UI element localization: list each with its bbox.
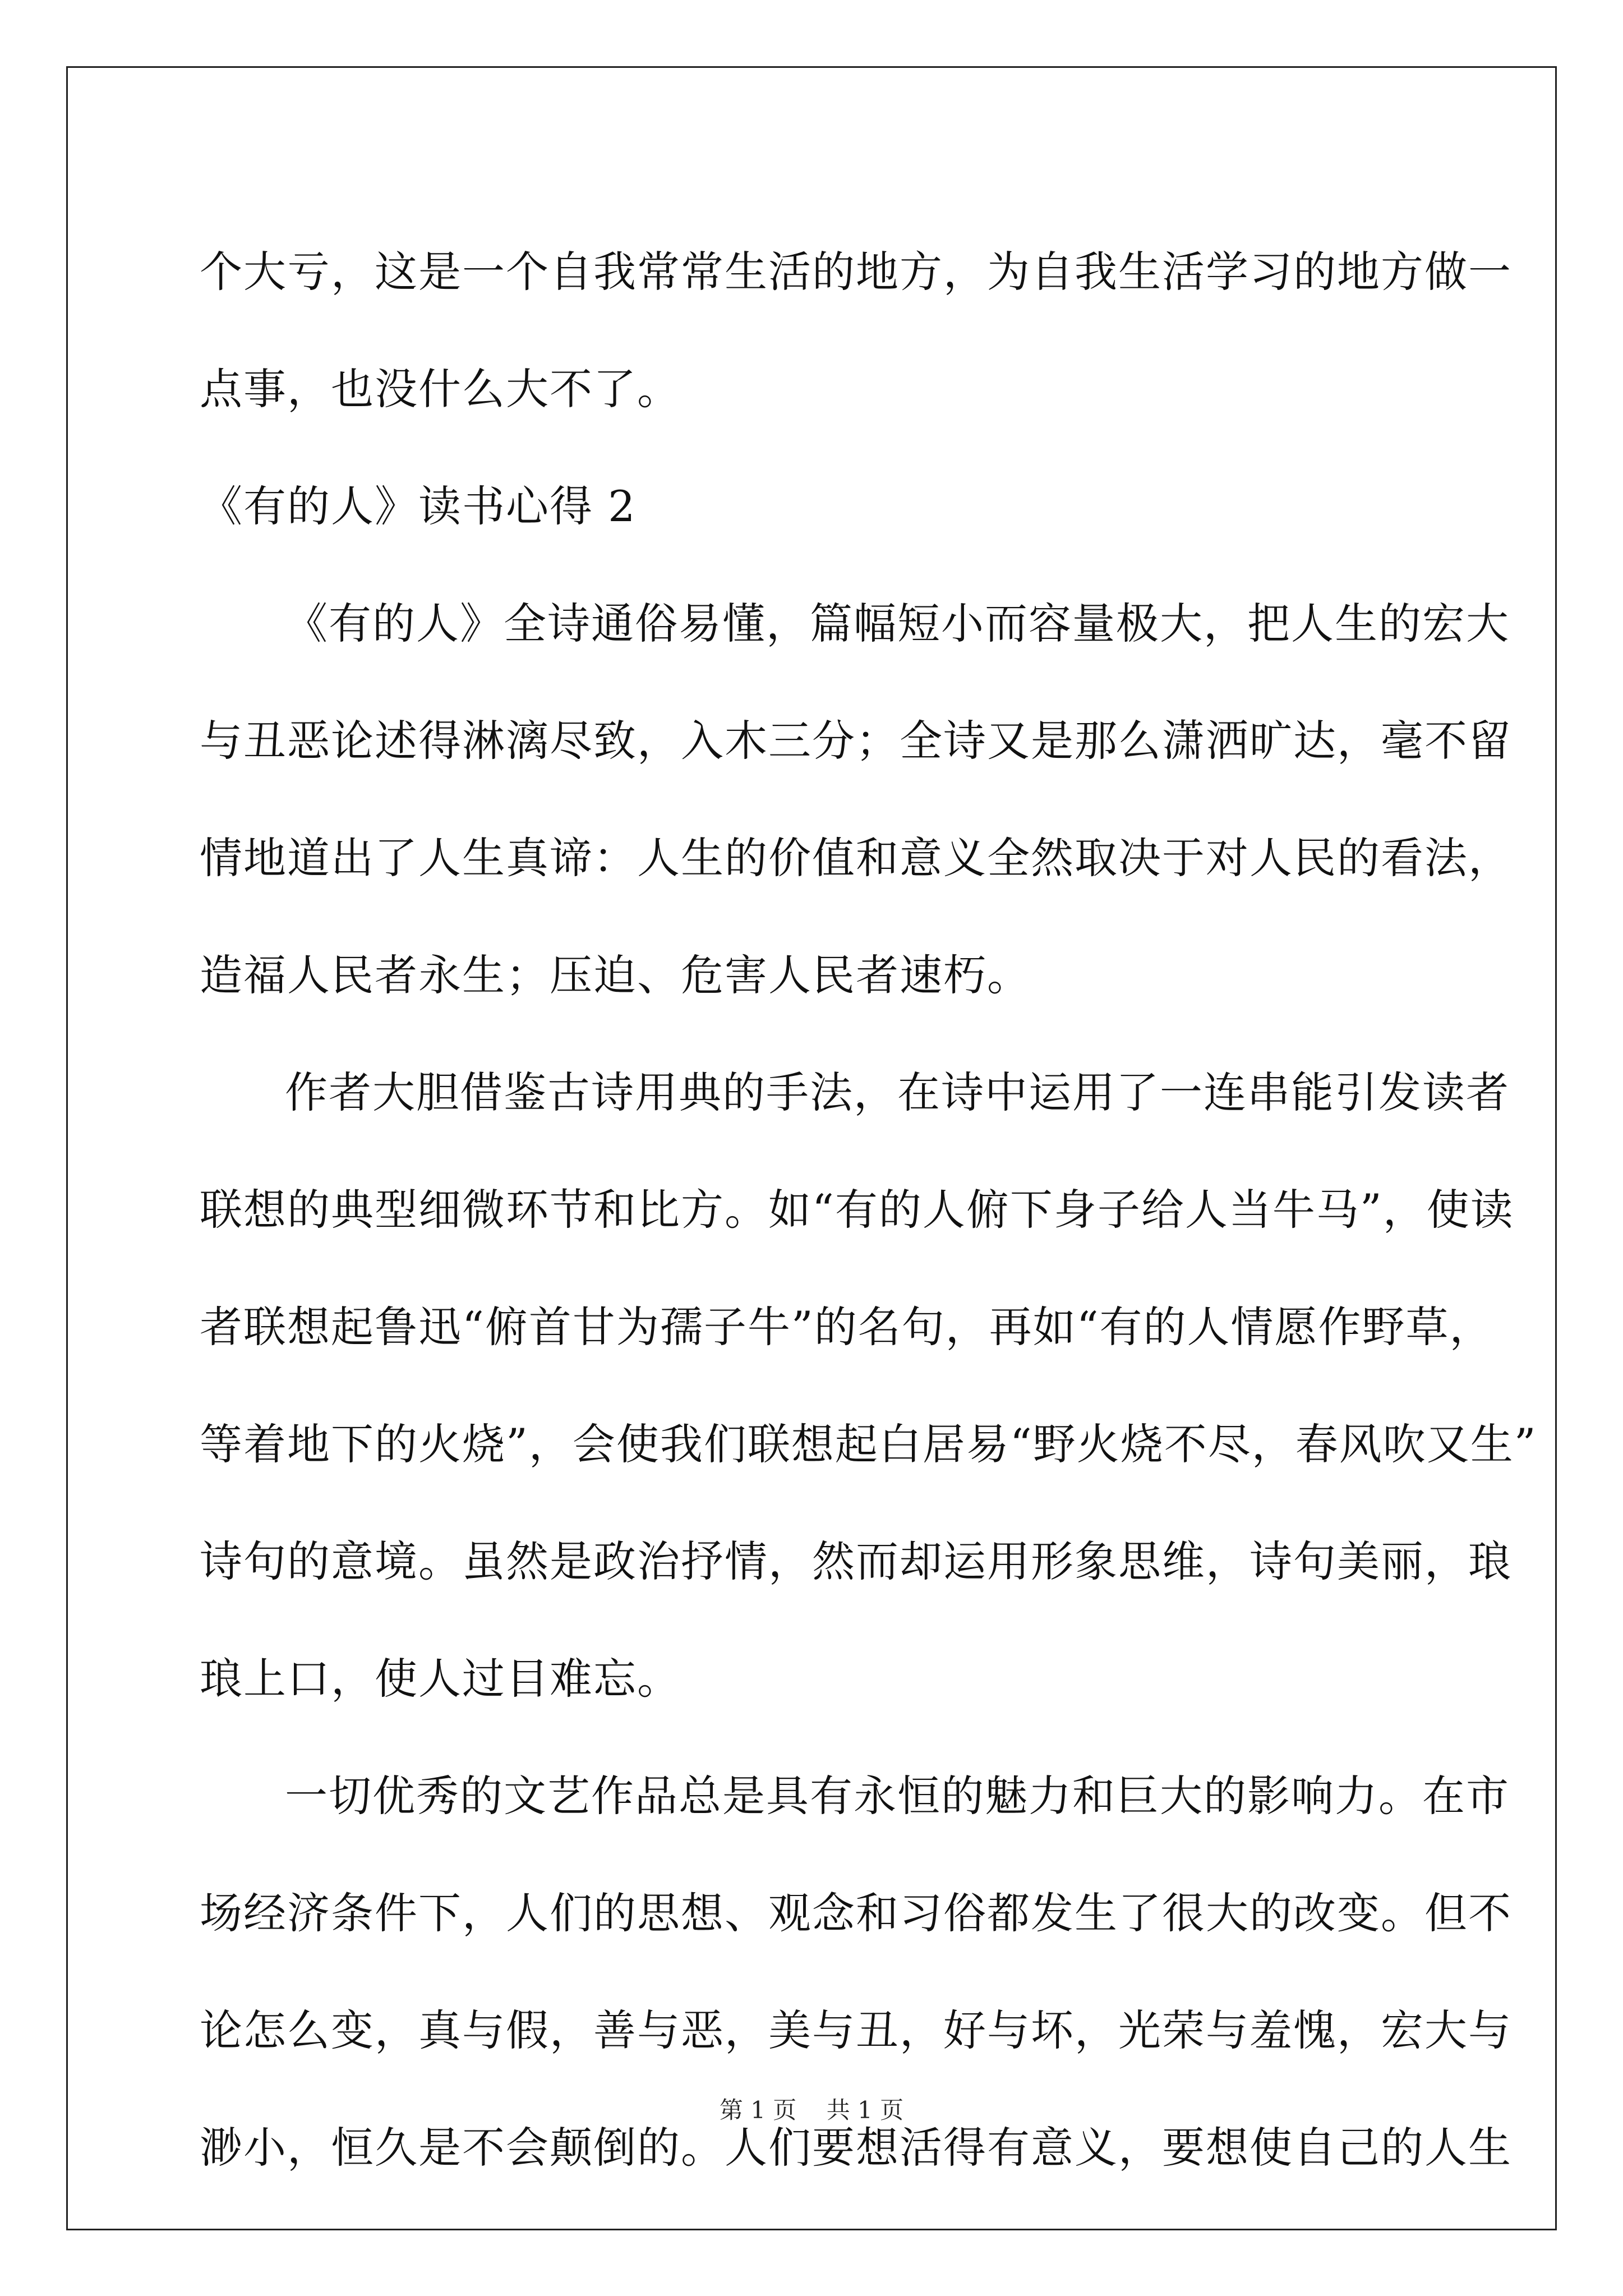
text-line: 一切优秀的文艺作品总是具有永恒的魅力和巨大的影响力。在市 [285, 1771, 1510, 1821]
text-line: 诗句的意境。虽然是政治抒情，然而却运用形象思维，诗句美丽，琅 [200, 1536, 1512, 1586]
text-line: 与丑恶论述得淋漓尽致，入木三分；全诗又是那么潇洒旷达，毫不留 [200, 716, 1512, 766]
text-line: 个大亏，这是一个自我常常生活的地方，为自我生活学习的地方做一 [200, 247, 1512, 297]
text-line: 《有的人》全诗通俗易懂，篇幅短小而容量极大，把人生的宏大 [285, 599, 1510, 648]
text-line: 联想的典型细微环节和比方。如“有的人俯下身子给人当牛马”，使读 [200, 1185, 1514, 1235]
text-line: 情地道出了人生真谛：人生的价值和意义全然取决于对人民的看法， [200, 833, 1512, 883]
text-line: 场经济条件下，人们的思想、观念和习俗都发生了很大的改变。但不 [200, 1888, 1512, 1938]
text-line: 点事，也没什么大不了。 [200, 364, 681, 414]
text-line: 者联想起鲁迅“俯首甘为孺子牛”的名句，再如“有的人情愿作野草， [200, 1302, 1493, 1352]
section-heading: 《有的人》读书心得 2 [200, 481, 637, 531]
text-line: 作者大胆借鉴古诗用典的手法，在诗中运用了一连串能引发读者 [285, 1068, 1510, 1117]
text-line: 造福人民者永生；压迫、危害人民者速朽。 [200, 950, 1031, 1000]
text-line: 琅上口，使人过目难忘。 [200, 1654, 681, 1704]
page-footer: 第 1 页 共 1 页 [719, 2096, 904, 2124]
text-line: 等着地下的火烧”，会使我们联想起白居易“野火烧不尽，春风吹又生” [200, 1419, 1537, 1469]
text-line: 渺小，恒久是不会颠倒的。人们要想活得有意义，要想使自己的人生 [200, 2123, 1512, 2173]
document-body [200, 213, 1537, 2206]
text-line: 论怎么变，真与假，善与恶，美与丑，好与坏，光荣与羞愧，宏大与 [200, 2005, 1512, 2055]
